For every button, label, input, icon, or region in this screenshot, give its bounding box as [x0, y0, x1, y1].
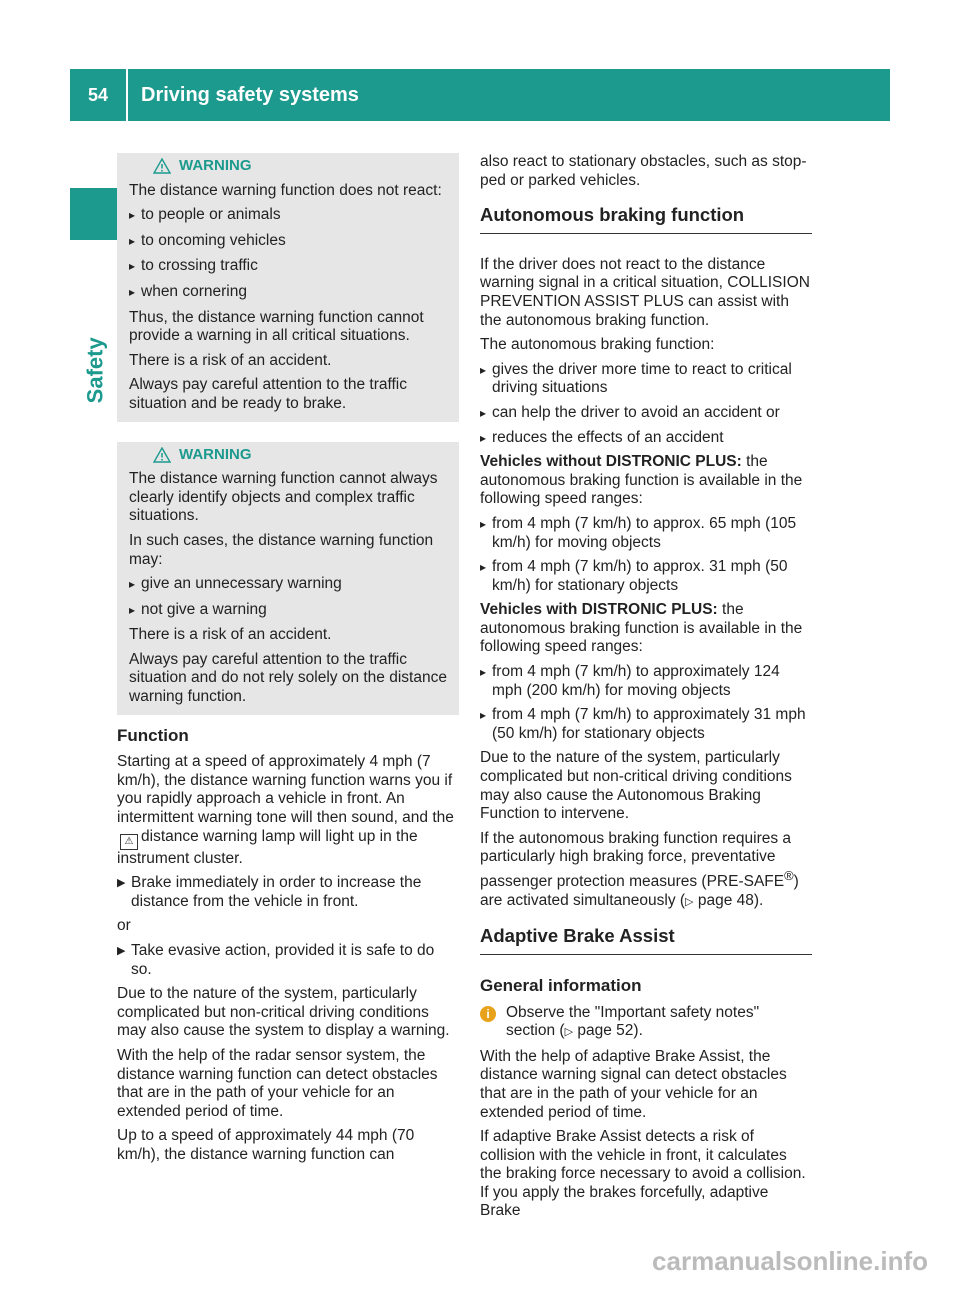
- section-heading-autonomous-braking: Autonomous braking function: [480, 206, 812, 234]
- warning-text: There is a risk of an accident.: [129, 351, 332, 369]
- body-paragraph: If adaptive Brake Assist detects a risk of collision with the vehicle in front, it calculates the braking force necessary to avoid a collision. If you apply the brakes forcefully, adaptive Brake: [480, 1128, 806, 1220]
- list-item: ▸ when cornering: [129, 283, 447, 302]
- page-reference-link[interactable]: page 48: [697, 891, 754, 909]
- text-span: the autonomous braking function is available in the following speed ranges:: [480, 601, 803, 656]
- warning-list: [129, 206, 447, 301]
- warning-triangle-icon: [153, 447, 171, 463]
- body-paragraph: [480, 453, 812, 509]
- warning-text: The distance warning function cannot always clearly identify objects and complex traffic situations.: [129, 470, 438, 525]
- warning-title: WARNING: [179, 445, 252, 463]
- header-divider: [126, 69, 128, 121]
- left-column: [117, 153, 459, 1171]
- section-heading-adaptive-brake-assist: Adaptive Brake Assist: [480, 927, 812, 955]
- warning-text: Thus, the distance warning function cannot provide a warning in all critical situations.: [129, 308, 424, 345]
- warning-triangle-icon: [153, 158, 171, 174]
- text-span: ).: [633, 1022, 643, 1040]
- distance-warning-lamp-icon: ⚠: [120, 834, 138, 850]
- warning-text: In such cases, the distance warning function may:: [129, 531, 434, 568]
- body-paragraph: Due to the nature of the system, particularly complicated but non-critical driving conditions may also cause the Autonomous Braking Function to intervene.: [480, 749, 792, 823]
- text-span: distance warning lamp will light up in the instrument cluster.: [117, 827, 418, 867]
- warning-text: Always pay careful attention to the traffic situation and do not rely solely on the distance warning function.: [129, 650, 447, 706]
- list-item: ▸ from 4 mph (7 km/h) to approximately 31 mph (50 km/h) for stationary objects: [480, 706, 812, 743]
- action-step: ▶ Brake immediately in order to increase the distance from the vehicle in front.: [117, 874, 459, 911]
- body-paragraph: Up to a speed of approximately 44 mph (70 km/h), the distance warning function can: [117, 1127, 415, 1163]
- page-reference-icon: ▷: [564, 1026, 574, 1039]
- body-paragraph: [117, 753, 459, 868]
- subheading-general-information: General information: [480, 975, 642, 995]
- info-icon: i: [480, 1006, 496, 1022]
- info-text: [506, 1004, 812, 1042]
- speed-range-list: [480, 515, 812, 595]
- text-span: Observe the "Important safety notes" section (: [506, 1003, 760, 1040]
- warning-text: The distance warning function does not react:: [129, 181, 442, 199]
- warning-header: [129, 446, 447, 465]
- list-item: ▸ from 4 mph (7 km/h) to approx. 65 mph (105 km/h) for moving objects: [480, 515, 812, 552]
- registered-mark: ®: [784, 868, 794, 883]
- feature-list: [480, 361, 812, 447]
- body-paragraph: also react to stationary obstacles, such as stop- ped or parked vehicles.: [480, 153, 807, 189]
- list-item: ▸ give an unnecessary warning: [129, 575, 447, 594]
- info-note: [480, 1004, 812, 1042]
- body-paragraph: The autonomous braking function:: [480, 336, 715, 354]
- watermark: carmanualsonline.info: [652, 1246, 928, 1276]
- body-paragraph: With the help of the radar sensor system, the distance warning function can detect obstacles that are in the path of your vehicle for an extended period of time.: [117, 1046, 438, 1120]
- warning-text: There is a risk of an accident.: [129, 626, 332, 644]
- list-item: ▸ from 4 mph (7 km/h) to approximately 124 mph (200 km/h) for moving objects: [480, 663, 812, 700]
- speed-range-list: [480, 663, 812, 743]
- list-item: ▸ to crossing traffic: [129, 257, 447, 276]
- body-paragraph: or: [117, 917, 131, 935]
- warning-box-2: [117, 442, 459, 715]
- text-span: Starting at a speed of approximately 4 mph (7 km/h), the distance warning function warns you if you rapidly approach a vehicle in front. An intermittent warning tone will then sound, and the: [117, 753, 454, 827]
- warning-list: [129, 575, 447, 619]
- body-paragraph: [480, 601, 812, 657]
- warning-text: Always pay careful attention to the traffic situation and be ready to brake.: [129, 376, 408, 412]
- list-item: ▸ to people or animals: [129, 206, 447, 225]
- text-span: If the autonomous braking function requires a particularly high braking force, preventative passenger protection measures (PRE-SAFE: [480, 829, 792, 891]
- text-span: ).: [753, 891, 764, 909]
- body-paragraph: With the help of adaptive Brake Assist, the distance warning signal can detect obstacles that are in the path of your vehicle for an extended period of time.: [480, 1047, 787, 1121]
- chapter-title: Driving safety systems: [141, 83, 359, 106]
- body-paragraph: [480, 830, 812, 912]
- section-tab: [70, 188, 122, 240]
- action-list: [117, 874, 459, 911]
- warning-box-1: [117, 153, 459, 422]
- section-heading-function: Function: [117, 725, 189, 745]
- list-item: ▸ can help the driver to avoid an accident or: [480, 404, 812, 423]
- action-step: ▶ Take evasive action, provided it is safe to do so.: [117, 942, 459, 979]
- warning-title: WARNING: [179, 157, 252, 174]
- page-number: 54: [87, 84, 109, 105]
- bold-label: Vehicles without DISTRONIC PLUS:: [480, 453, 742, 471]
- right-column: [480, 153, 812, 1227]
- side-label-wrapper: [74, 336, 118, 404]
- page-reference-icon: ▷: [685, 895, 694, 908]
- warning-header: [129, 157, 447, 176]
- section-label: Safety: [82, 336, 108, 404]
- list-item: ▸ reduces the effects of an accident: [480, 429, 812, 448]
- body-paragraph: Due to the nature of the system, particularly complicated but non-critical driving conditions may also cause the system to display a warning.: [117, 985, 450, 1040]
- list-item: ▸ gives the driver more time to react to critical driving situations: [480, 361, 812, 398]
- text-span: ) are activated simultaneously (: [480, 873, 799, 909]
- action-list: [117, 942, 459, 979]
- body-paragraph: If the driver does not react to the distance warning signal in a critical situation, COLLISION PREVENTION ASSIST PLUS can assist with the autonomous braking function.: [480, 255, 810, 329]
- page-reference-link[interactable]: page 52: [577, 1022, 634, 1040]
- list-item: ▸ from 4 mph (7 km/h) to approx. 31 mph (50 km/h) for stationary objects: [480, 558, 812, 595]
- bold-label: Vehicles with DISTRONIC PLUS:: [480, 601, 718, 619]
- list-item: ▸ not give a warning: [129, 601, 447, 620]
- text-span: the autonomous braking function is available in the following speed ranges:: [480, 453, 803, 508]
- list-item: ▸ to oncoming vehicles: [129, 232, 447, 251]
